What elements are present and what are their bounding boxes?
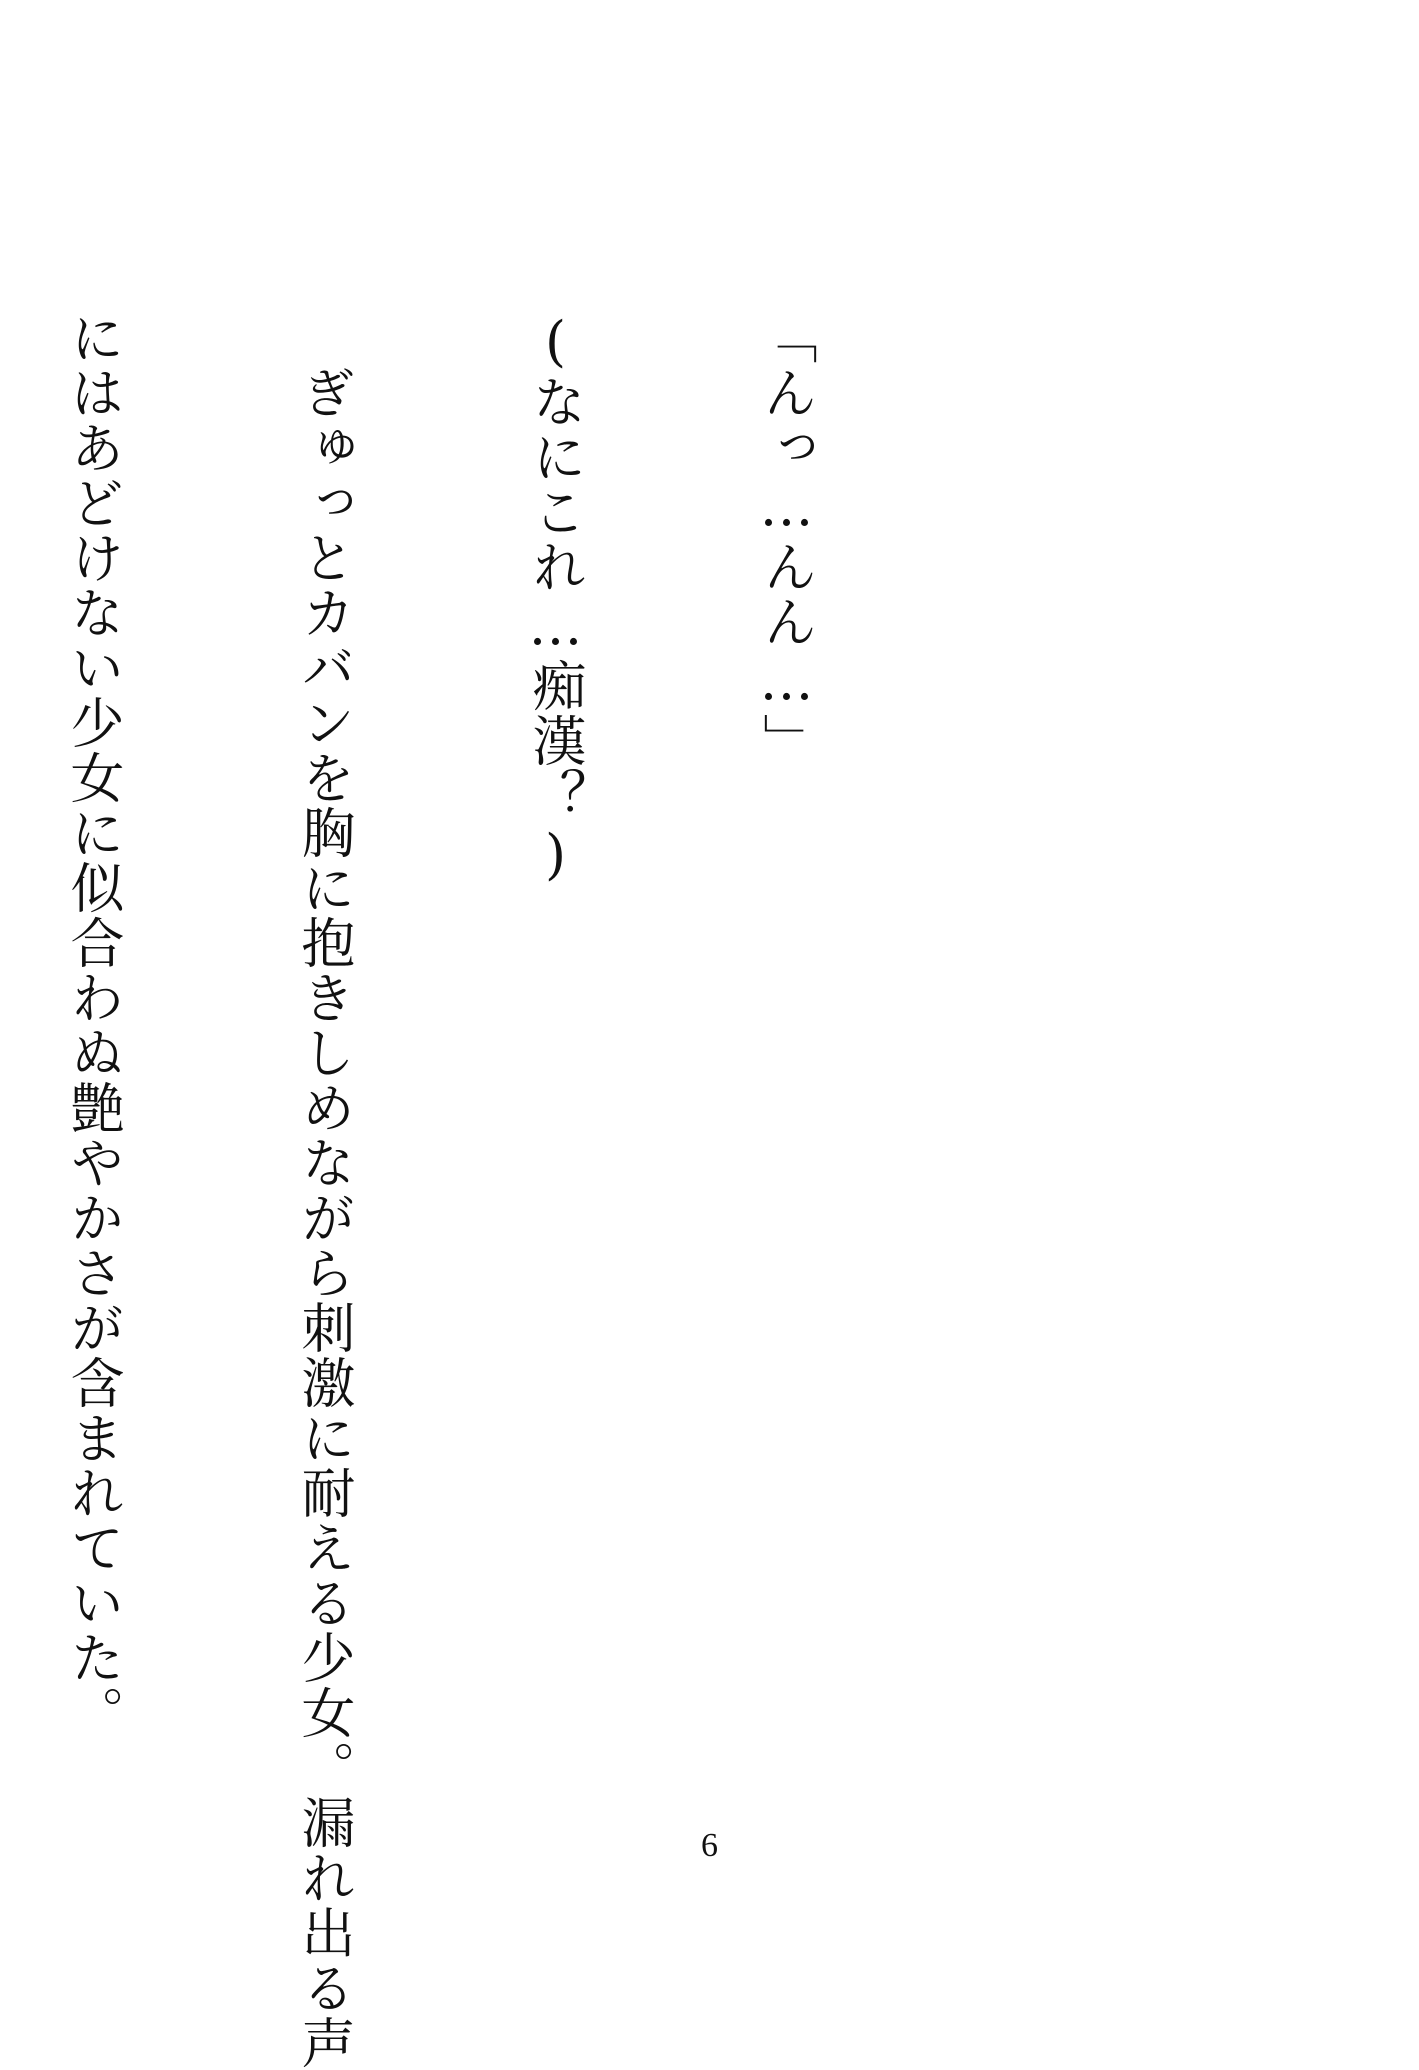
vertical-text-body <box>0 310 979 2070</box>
text-line: ぎゅっとカバンを胸に抱きしめながら刺激に耐える少女。漏れ出る声 <box>293 310 356 2070</box>
text-line: にはあどけない少女に似合わぬ艶やかさが含まれていた。 <box>62 310 125 1740</box>
text-line: (なにこれ…痴漢？) <box>524 310 587 887</box>
text-line: 「んっ…んん…」 <box>755 310 818 768</box>
page-number: 6 <box>701 1827 718 1864</box>
